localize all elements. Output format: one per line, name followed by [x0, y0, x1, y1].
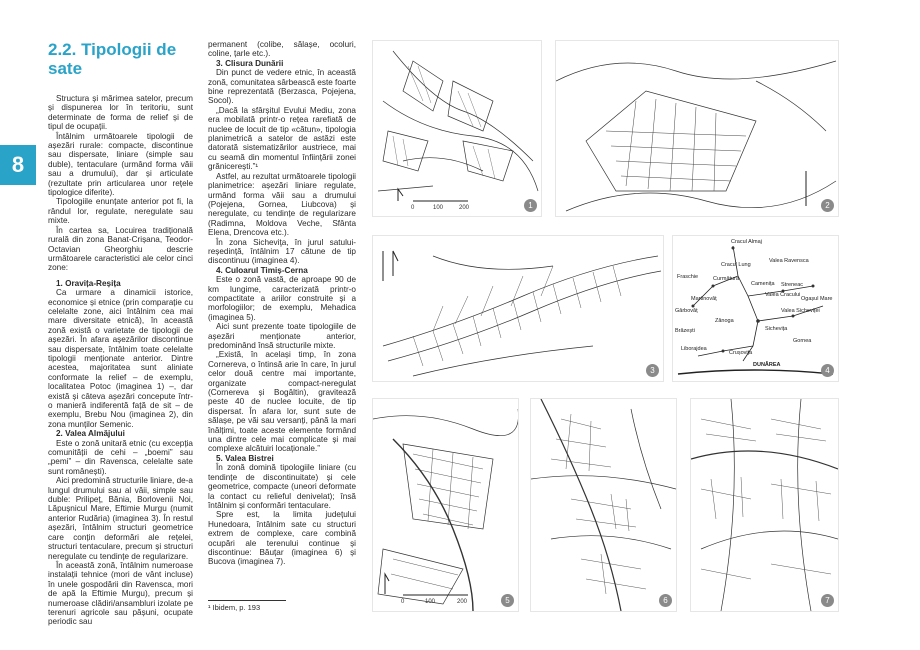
- map-label: Sichevița: [765, 326, 788, 332]
- paragraph: Întâlnim următoarele tipologii de așezări rurale: compacte, discontinue sau dispersate, liniare (simple sau duble), tentaculare (urmând forma văii sau a drumului), dar și articulate (rezultate prin articularea unor rețele tipologice diferite).: [48, 131, 193, 198]
- figure-badge: 1: [524, 199, 537, 212]
- paragraph: În zonă domină tipologiile liniare (cu tendințe de discontinuitate) și cele geometrice, compacte (uneori deformate la contact cu relieful denivelat); însă întâlnim și conformări tentaculare.: [208, 463, 356, 510]
- map-label: Streneac: [781, 282, 804, 288]
- map-label: Ogașul Mare: [801, 296, 833, 302]
- figure-badge: 2: [821, 199, 834, 212]
- map-label: Gârbovăț: [675, 308, 698, 314]
- scale-label: 100: [433, 205, 444, 211]
- subsection-heading: 1. Oravița-Reșița: [56, 278, 121, 288]
- map-label: Martinovăț: [691, 296, 717, 302]
- paragraph: Aici predomină structurile liniare, de-a lungul drumului sau al văii, simple sau duble: Prilipeț, Bănia, Borlovenii Noi, Lăpușnicul Mare, Eftimie Murgu (numit anterior Rudăria) (imaginea 3). În restul așezări, întâlnim structuri geometrice care conțin deformări ale rețelei, structuri tentaculare, precum și structuri neregulate cu tendințe de regularizare.: [48, 476, 193, 561]
- map-2-drawing: [556, 41, 838, 216]
- map-label: Cracul Almaj: [731, 239, 762, 245]
- map-6-drawing: [531, 399, 676, 611]
- map-label: Valea Ravensca: [769, 258, 809, 264]
- map-label: Crușovița: [729, 350, 753, 356]
- quote: „Există, în același timp, în zona Cornereva, o întinsă arie în care, în jurul celor două centre mai importante, organizate compact-neregulat (Cornereva și Bogâltin), gravitează peste 40 de nuclee locuite, de tip dispersat. În afara lor, sunt sute de sălașe, pe văi sau versanți, până la mari înălțimi, toate aceste elemente formând una dintre cele mai complicate și mai complexe alcătuiri locaționale.”: [208, 350, 356, 454]
- scale-label: 200: [459, 205, 470, 211]
- map-4-sichevita: [672, 235, 839, 382]
- map-label: Cracul Lung: [721, 262, 751, 268]
- map-label: Gornea: [793, 338, 812, 344]
- map-label: DUNĂREA: [753, 362, 781, 368]
- subsection-heading: 2. Valea Almăjului: [56, 429, 125, 439]
- paragraph: Din punct de vedere etnic, în această zonă, comunitatea sârbească este foarte bine reprezentată (Berzasca, Pojejena, Socol).: [208, 68, 356, 106]
- figure-badge: 7: [821, 594, 834, 607]
- paragraph: Structura și mărimea satelor, precum și dispunerea lor în teritoriu, sunt determinate de forma de relief și de tipul de ocupații.: [48, 94, 193, 132]
- scale-label: 0: [411, 205, 415, 211]
- paragraph: Ca urmare a dinamicii istorice, economice și etnice (prin comparație cu celelalte zone, aici întâlnim cea mai mare diversitate etnică), în această zonă există o varietate de tipologii de așezări. În afara așezărilor discontinue sau dispersate, întâlnim toate celelalte tipologii menționate anterior. Dintre acestea, majoritatea sunt aliniate conformate la relief – de exemplu, localitatea Potoc (imaginea 1) –, dar există și câteva așezări concepute într-o manieră indiferentă față de sit – de exemplu, Brebu Nou (imaginea 2), din zona munților Semenic.: [48, 288, 193, 429]
- paragraph: Aici sunt prezente toate tipologiile de așezări menționate anterior, predominând însă structurile mixte.: [208, 322, 356, 350]
- figure-badge: 3: [646, 364, 659, 377]
- figure-badge: 4: [821, 364, 834, 377]
- page-number-tab: 8: [0, 145, 36, 185]
- map-label: Liborajdea: [681, 346, 707, 352]
- map-label: Zănoga: [715, 318, 734, 324]
- paragraph: În cartea sa, Locuirea tradițională rurală din zona Banat-Crișana, Teodor-Octavian Gheorghiu descrie următoarele caracteristici ale celor cinci zone:: [48, 225, 193, 273]
- footnote: ¹ Ibidem, p. 193: [208, 603, 261, 612]
- map-1-drawing: [373, 41, 541, 216]
- scale-label: 0: [401, 599, 405, 605]
- paragraph: Astfel, au rezultat următoarele tipologii planimetrice: așezări liniare regulate, urmând forma văii sau a drumului (Pojejena, Gornea, Liubcova) și neregulate, cu tendințe de regularizare (Radimna, Moldova Veche, Sfânta Elena, Drencova etc.).: [208, 171, 356, 238]
- subsection-heading: 4. Culoarul Timiș-Cerna: [216, 265, 308, 275]
- map-7-bucova: [690, 398, 839, 612]
- figure-badge: 6: [659, 594, 672, 607]
- map-3-drawing: [373, 236, 663, 381]
- footnote-divider: [208, 600, 286, 601]
- paragraph: Este o zonă vastă, de aproape 90 de km lungime, caracterizată printr-o compactitate a ariilor construite și a morfologiilor; de exemplu, Mehadica (imaginea 5).: [208, 275, 356, 322]
- map-label: Fraschie: [677, 274, 699, 280]
- paragraph: Tipologiile enunțate anterior pot fi, la rândul lor, regulate, neregulate sau mixte.: [48, 197, 193, 226]
- section-title: 2.2. Tipologii de sate: [48, 40, 177, 78]
- map-1-potoc: [372, 40, 542, 217]
- map-label: Valea Cracului: [765, 292, 801, 298]
- paragraph: În zona Sicheviţa, în jurul satului-reședință, întâlnim 17 cătune de tip discontinuu (imaginea 4).: [208, 237, 356, 266]
- text-column-2: [208, 40, 356, 567]
- scale-label: 100: [425, 599, 436, 605]
- paragraph: Spre est, la limita județului Hunedoara, întâlnim sate cu structuri extrem de complexe, care combină ocupări ale terenului continue și discontinue: Băuțar (imaginea 6) și Bucova (imaginea 7).: [208, 510, 356, 567]
- subsection-heading: 3. Clisura Dunării: [216, 58, 284, 68]
- quote: „Dacă la sfârșitul Evului Mediu, zona era mobilată printr-o rețea rarefiată de nuclee de locuit de tip «cătun», tipologia planimetrică a satelor de astăzi este datorată sistematizărilor austriece, mai cu seamă din momentul înființării zonei grănicerești.”¹: [208, 105, 356, 172]
- paragraph: Este o zonă unitară etnic (cu excepția comunității de cehi – „boemi” sau „pemi” – din Ravensca, celelalte sate sunt românești).: [48, 438, 193, 476]
- map-label: Brăzești: [675, 328, 695, 334]
- map-label: Curmătura: [713, 276, 739, 282]
- paragraph: permanent (colibe, sălașe, ocoluri, coline, țarle etc.).: [208, 40, 356, 59]
- subsection-heading: 5. Valea Bistrei: [216, 453, 274, 463]
- scale-label: 200: [457, 599, 468, 605]
- map-label: Camenița: [751, 281, 775, 287]
- text-column-1: [48, 94, 193, 627]
- map-2-brebu-nou: [555, 40, 839, 217]
- map-5-drawing: [373, 399, 518, 611]
- map-3-eftimie-murgu: [372, 235, 664, 382]
- map-6-bautar: [530, 398, 677, 612]
- map-7-drawing: [691, 399, 838, 611]
- figure-badge: 5: [501, 594, 514, 607]
- paragraph: În această zonă, întâlnim numeroase instalații tehnice (mori de vânt incluse) în unele gospodării din Ravensca, mori de apă la Eftimie Murgu), precum și numeroase clădiri/ansambluri izolate pe terenuri agricole sau pășuni, ocupate periodic sau: [48, 560, 193, 627]
- map-label: Valea Sicheviței: [781, 308, 820, 314]
- map-5-mehadica: [372, 398, 519, 612]
